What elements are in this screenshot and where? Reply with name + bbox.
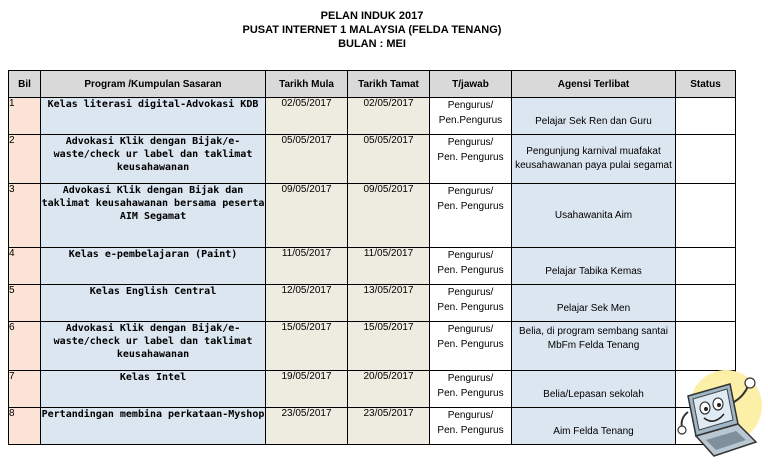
cell-agensi	[512, 371, 676, 408]
agensi-text: Usahawanita Aim	[554, 209, 633, 221]
table-row	[9, 98, 736, 135]
tjawab-line-1: Pengurus/	[447, 410, 494, 421]
laptop-mascot-icon	[672, 366, 764, 462]
cell-status	[676, 248, 736, 285]
cell-tjawab	[430, 98, 512, 135]
cell-status	[676, 285, 736, 322]
cell-status	[676, 184, 736, 248]
cell-bil: 1	[9, 98, 41, 135]
tjawab-line-2: Pen. Pengurus	[437, 201, 504, 212]
agensi-text: Belia, di program sembang santai MbFm Felda Tenang	[519, 326, 668, 351]
tjawab-line-2: Pen. Pengurus	[437, 265, 504, 276]
cell-tarikh-mula: 15/05/2017	[266, 322, 348, 371]
tjawab-line-1: Pengurus/	[447, 324, 494, 335]
cell-tjawab	[430, 135, 512, 184]
cell-tjawab	[430, 248, 512, 285]
col-header-tarikh-mula: Tarikh Mula	[266, 71, 348, 98]
cell-program: Kelas e-pembelajaran (Paint)	[41, 248, 266, 285]
table-row	[9, 408, 736, 445]
tjawab-line-2: Pen. Pengurus	[437, 388, 504, 399]
col-header-bil: Bil	[9, 71, 41, 98]
table-row	[9, 248, 736, 285]
cell-tarikh-tamat: 23/05/2017	[348, 408, 430, 445]
cell-tarikh-mula: 05/05/2017	[266, 135, 348, 184]
cell-status	[676, 98, 736, 135]
agensi-text: Aim Felda Tenang	[553, 426, 634, 437]
table-row	[9, 322, 736, 371]
tjawab-line-2: Pen. Pengurus	[437, 339, 504, 350]
cell-bil: 3	[9, 184, 41, 248]
cell-program: Kelas Intel	[41, 371, 266, 408]
cell-agensi	[512, 322, 676, 371]
cell-agensi	[512, 408, 676, 445]
col-header-agensi: Agensi Terlibat	[512, 71, 676, 98]
cell-tjawab	[430, 371, 512, 408]
cell-bil: 2	[9, 135, 41, 184]
cell-agensi	[512, 248, 676, 285]
col-header-tjawab: T/jawab	[430, 71, 512, 98]
tjawab-line-1: Pengurus/	[447, 137, 494, 148]
cell-tarikh-tamat: 15/05/2017	[348, 322, 430, 371]
cell-tarikh-tamat: 13/05/2017	[348, 285, 430, 322]
title-line-1: PELAN INDUK 2017	[320, 10, 424, 22]
agensi-text: Pelajar Tabika Kemas	[545, 266, 642, 277]
tjawab-line-2: Pen. Pengurus	[437, 425, 504, 436]
tjawab-line-2: Pen.Pengurus	[438, 115, 503, 126]
cell-tarikh-mula: 12/05/2017	[266, 285, 348, 322]
cell-program: Advokasi Klik dengan Bijak dan taklimat keusahawanan bersama peserta AIM Segamat	[41, 184, 266, 248]
cell-tarikh-tamat: 05/05/2017	[348, 135, 430, 184]
cell-tarikh-tamat: 02/05/2017	[348, 98, 430, 135]
table-row	[9, 285, 736, 322]
agensi-text: Pelajar Sek Men	[556, 303, 631, 314]
agensi-text: Pengunjung karnival muafakat keusahawanan paya pulai segamat	[515, 146, 672, 171]
cell-agensi	[512, 135, 676, 184]
cell-status	[676, 322, 736, 371]
cell-program: Kelas literasi digital-Advokasi KDB	[41, 98, 266, 135]
cell-bil: 7	[9, 371, 41, 408]
cell-bil: 4	[9, 248, 41, 285]
header-row	[9, 71, 736, 98]
col-header-status: Status	[676, 71, 736, 98]
cell-program: Advokasi Klik dengan Bijak/e-waste/check ur label dan taklimat keusahawanan	[41, 135, 266, 184]
tjawab-line-1: Pengurus/	[447, 287, 494, 298]
table-row	[9, 135, 736, 184]
tjawab-line-1: Pengurus/	[447, 373, 494, 384]
agensi-text: Belia/Lepasan sekolah	[543, 389, 644, 400]
plan-table	[8, 70, 736, 445]
cell-status	[676, 135, 736, 184]
cell-bil: 8	[9, 408, 41, 445]
cell-bil: 5	[9, 285, 41, 322]
agensi-text: Pelajar Sek Ren dan Guru	[535, 116, 652, 127]
cell-tjawab	[430, 285, 512, 322]
tjawab-line-2: Pen. Pengurus	[437, 302, 504, 313]
cell-tjawab	[430, 184, 512, 248]
cell-tarikh-tamat: 09/05/2017	[348, 184, 430, 248]
cell-program: Advokasi Klik dengan Bijak/e-waste/check ur label dan taklimat keusahawanan	[41, 322, 266, 371]
cell-tarikh-tamat: 20/05/2017	[348, 371, 430, 408]
cell-program: Pertandingan membina perkataan-Myshop	[41, 408, 266, 445]
tjawab-line-1: Pengurus/	[447, 100, 494, 111]
cell-bil: 6	[9, 322, 41, 371]
cell-tjawab	[430, 408, 512, 445]
tjawab-line-2: Pen. Pengurus	[437, 152, 504, 163]
cell-tarikh-mula: 09/05/2017	[266, 184, 348, 248]
col-header-tarikh-tamat: Tarikh Tamat	[348, 71, 430, 98]
document-title	[0, 9, 744, 51]
title-line-2: PUSAT INTERNET 1 MALAYSIA (FELDA TENANG)	[242, 24, 502, 36]
cell-tarikh-mula: 23/05/2017	[266, 408, 348, 445]
cell-agensi	[512, 98, 676, 135]
cell-tarikh-mula: 19/05/2017	[266, 371, 348, 408]
table-row	[9, 184, 736, 248]
cell-tarikh-tamat: 11/05/2017	[348, 248, 430, 285]
tjawab-line-1: Pengurus/	[447, 186, 494, 197]
cell-program: Kelas English Central	[41, 285, 266, 322]
table-row	[9, 371, 736, 408]
cell-tarikh-mula: 02/05/2017	[266, 98, 348, 135]
cell-agensi	[512, 184, 676, 248]
title-line-3: BULAN : MEI	[338, 38, 406, 50]
cell-agensi	[512, 285, 676, 322]
cell-tarikh-mula: 11/05/2017	[266, 248, 348, 285]
col-header-program: Program /Kumpulan Sasaran	[41, 71, 266, 98]
tjawab-line-1: Pengurus/	[447, 250, 494, 261]
cell-tjawab	[430, 322, 512, 371]
